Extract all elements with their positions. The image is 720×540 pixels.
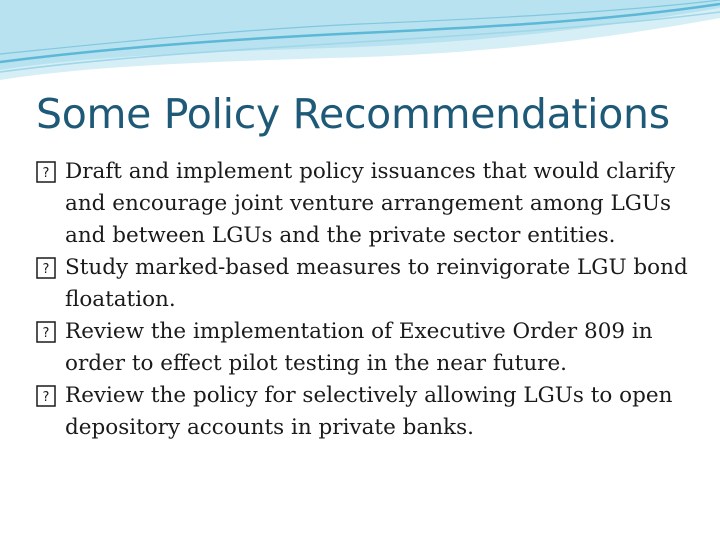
missing-glyph-icon <box>36 321 56 343</box>
bullet-item <box>36 252 696 316</box>
bullet-text: Review the policy for selectively allowing LGUs to open depository accounts in private banks. <box>65 383 673 440</box>
bullet-item <box>36 156 696 252</box>
missing-glyph-icon <box>36 385 56 407</box>
bullet-text: Review the implementation of Executive Order 809 in order to effect pilot testing in the near future. <box>65 319 653 376</box>
bullet-text: Draft and implement policy issuances that would clarify and encourage joint venture arrangement among LGUs and between LGUs and the private sector entities. <box>65 159 676 248</box>
bullet-text: Study marked-based measures to reinvigorate LGU bond floatation. <box>65 255 688 312</box>
bullet-item <box>36 380 696 444</box>
svg-text:?: ? <box>42 262 50 277</box>
bullet-item <box>36 316 696 380</box>
svg-text:?: ? <box>42 390 50 405</box>
svg-text:?: ? <box>42 166 50 181</box>
missing-glyph-icon <box>36 257 56 279</box>
missing-glyph-icon <box>36 161 56 183</box>
bullet-list <box>36 156 696 444</box>
slide-title: Some Policy Recommendations <box>36 90 670 138</box>
header-wave-decoration <box>0 0 720 90</box>
svg-text:?: ? <box>42 326 50 341</box>
